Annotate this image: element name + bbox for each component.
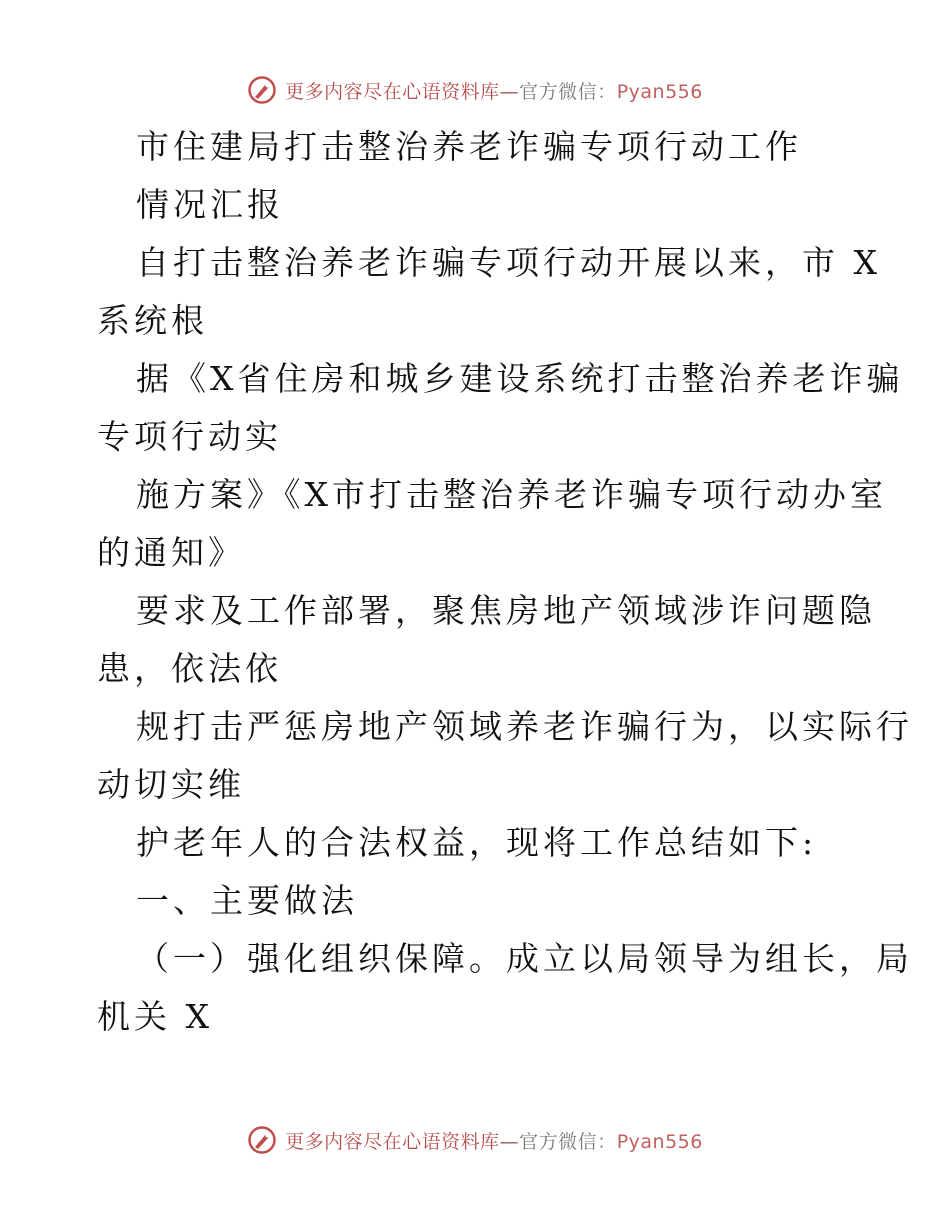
watermark-text: [285, 77, 703, 104]
header-watermark: [0, 70, 950, 110]
document-line: 要求及工作部署，聚焦房地产领域涉诈问题隐: [136, 591, 876, 630]
document-line: 施方案》《X市打击整治养老诈骗专项行动办室: [136, 475, 887, 514]
document-line: 护老年人的合法权益，现将工作总结如下:: [136, 823, 818, 862]
document-line: 据《X省住房和城乡建设系统打击整治养老诈骗: [136, 359, 904, 398]
document-line: 市住建局打击整治养老诈骗专项行动工作: [136, 127, 802, 166]
watermark-wechat-id: Pyan556: [616, 80, 703, 103]
watermark-wechat-label: 官方微信：: [519, 80, 617, 103]
pen-nib-circle-icon: [247, 75, 277, 105]
document-line: 情况汇报: [136, 185, 284, 224]
document-line: 动切实维: [97, 765, 245, 804]
pen-nib-circle-icon: [247, 1125, 277, 1155]
document-line: 的通知》: [97, 533, 245, 572]
document-line: （一）强化组织保障。成立以局领导为组长，局: [136, 939, 913, 978]
footer-watermark: [0, 1120, 950, 1160]
document-line: 机关 X: [97, 997, 213, 1036]
document-line: 患，依法依: [97, 649, 282, 688]
watermark-brand: 更多内容尽在心语资料库: [285, 80, 500, 103]
document-body: [97, 118, 913, 1046]
document-line: 一、主要做法: [136, 881, 358, 920]
watermark-wechat-id: Pyan556: [616, 1130, 703, 1153]
watermark-wechat-label: 官方微信：: [519, 1130, 617, 1153]
watermark-separator: —: [499, 1130, 520, 1153]
document-line: 自打击整治养老诈骗专项行动开展以来，市 X: [136, 243, 881, 282]
document-line: 系统根: [97, 301, 208, 340]
document-line: 专项行动实: [97, 417, 282, 456]
watermark-text: [285, 1127, 703, 1154]
document-line: 规打击严惩房地产领域养老诈骗行为，以实际行: [136, 707, 913, 746]
watermark-brand: 更多内容尽在心语资料库: [285, 1130, 500, 1153]
watermark-separator: —: [499, 80, 520, 103]
